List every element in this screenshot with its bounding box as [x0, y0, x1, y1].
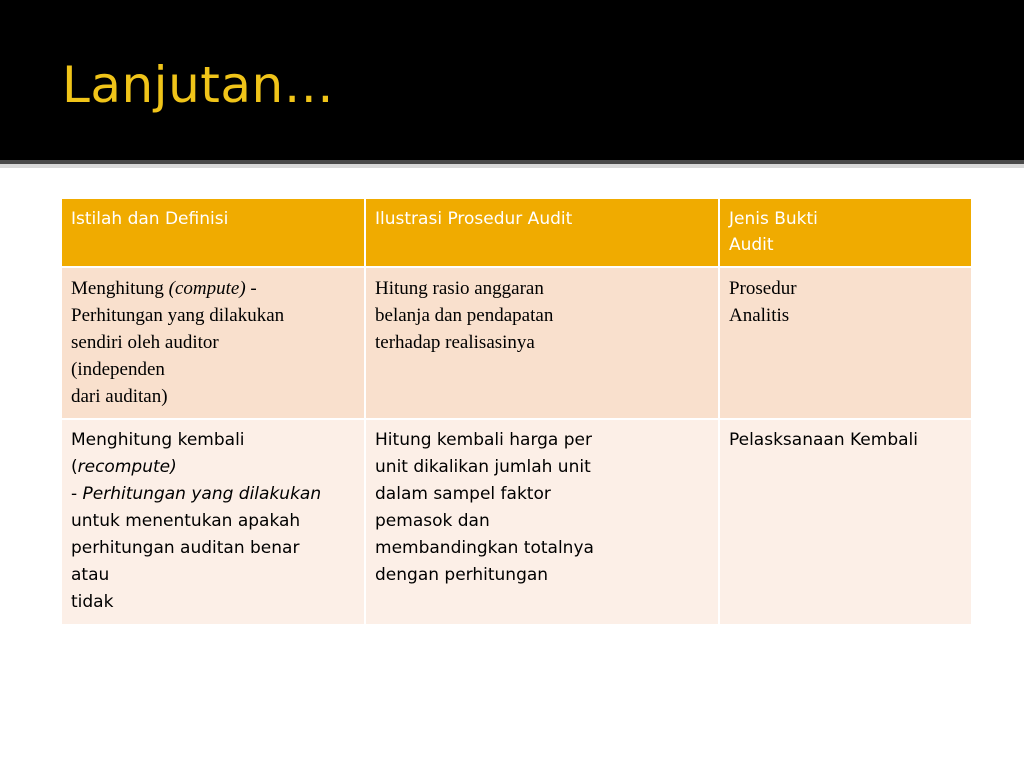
cell-illustration: [365, 267, 719, 419]
header-text: Audit: [728, 235, 774, 255]
term-italic: recompute): [77, 457, 177, 477]
cell-line: Menghitung kembali: [71, 430, 245, 450]
cell-line: Pelasksanaan Kembali: [728, 430, 918, 450]
cell-line: [71, 454, 355, 481]
cell-line: pemasok dan: [375, 511, 490, 531]
cell-line: atau: [71, 565, 110, 585]
cell-line: unit dikalikan jumlah unit: [375, 457, 591, 477]
term-italic: (compute): [168, 278, 246, 299]
cell-term: [61, 419, 365, 625]
cell-line: (independen: [71, 359, 165, 380]
table-row: [61, 419, 972, 625]
header-istilah: [61, 198, 365, 267]
table-row: [61, 267, 972, 419]
cell-line: dari auditan): [71, 386, 168, 407]
term-text: Menghitung: [71, 278, 169, 299]
cell-line: sendiri oleh auditor: [71, 332, 219, 353]
header-text: Istilah dan Definisi: [71, 209, 229, 229]
header-ilustrasi: [365, 198, 719, 267]
term-prefix: (: [71, 457, 78, 477]
definition-italic: Perhitungan yang dilakukan: [82, 484, 322, 504]
cell-evidence-type: [719, 419, 972, 625]
header-text: Jenis Bukti: [728, 209, 818, 229]
cell-line: dengan perhitungan: [375, 565, 549, 585]
cell-line: membandingkan totalnya: [375, 538, 594, 558]
cell-line: [71, 275, 355, 302]
header-text: Ilustrasi Prosedur Audit: [375, 209, 573, 229]
cell-line: Prosedur: [728, 278, 797, 299]
term-suffix: -: [245, 278, 257, 299]
header-jenis-bukti: [719, 198, 972, 267]
slide-title: Lanjutan…: [62, 56, 335, 114]
definition-prefix: -: [71, 484, 83, 504]
cell-line: untuk menentukan apakah: [71, 511, 301, 531]
cell-term: [61, 267, 365, 419]
cell-line: [71, 481, 355, 508]
cell-line: tidak: [71, 592, 114, 612]
cell-line: Hitung rasio anggaran: [375, 278, 544, 299]
cell-illustration: [365, 419, 719, 625]
title-divider-light: [0, 164, 1024, 168]
cell-evidence-type: [719, 267, 972, 419]
audit-procedures-table: [60, 197, 973, 626]
cell-line: Analitis: [728, 305, 790, 326]
cell-line: terhadap realisasinya: [375, 332, 535, 353]
cell-line: Perhitungan yang dilakukan: [71, 305, 285, 326]
cell-line: Hitung kembali harga per: [375, 430, 592, 450]
cell-line: dalam sampel faktor: [375, 484, 551, 504]
cell-line: belanja dan pendapatan: [375, 305, 554, 326]
cell-line: perhitungan auditan benar: [71, 538, 300, 558]
table-header-row: [61, 198, 972, 267]
